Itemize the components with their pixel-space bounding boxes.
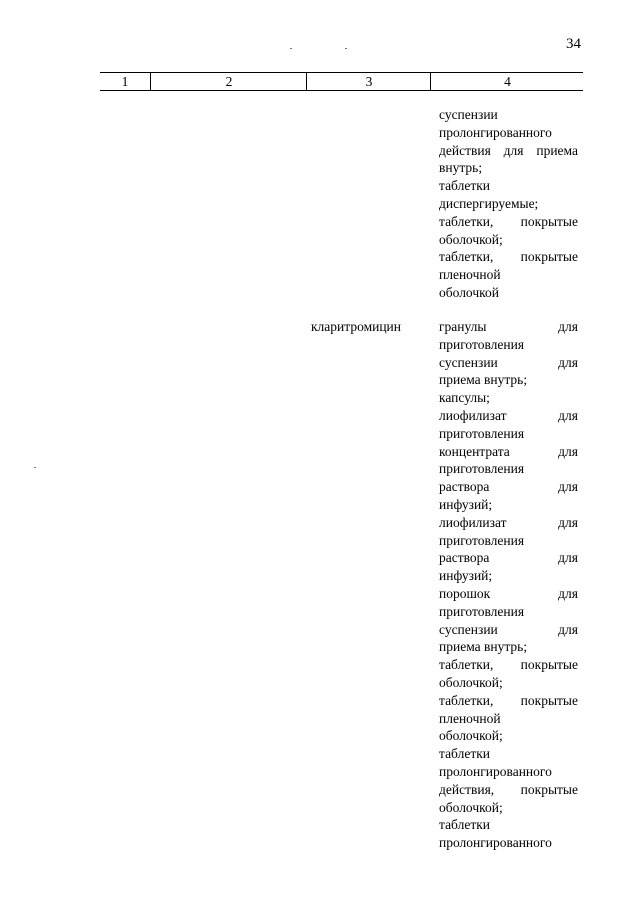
dosage-form-word: для [558,550,578,566]
dosage-form-word: таблетки [439,178,491,194]
dosage-form-line [439,371,578,389]
dosage-form-line [439,567,578,585]
dosage-form-line [439,763,578,781]
dosage-form-word: приготовления [439,336,525,352]
dosage-form-line [439,710,578,728]
page-number: 34 [566,36,581,52]
dosage-form-line [439,496,578,514]
dosage-form-line [439,674,578,692]
dosage-form-line [439,638,578,656]
dosage-form-line [439,124,578,142]
dosage-form-word: пролонгированного [439,124,552,140]
dosage-form-word: приготовления [439,603,525,619]
dosage-form-line [439,407,578,425]
dosage-form-line [439,478,578,496]
dosage-form-word: приготовления [439,532,525,548]
dosage-form-word: для [558,479,578,495]
drug-name: кларитромицин [311,319,402,334]
dosage-form-word: внутрь; [439,160,483,176]
dosage-form-line [439,727,578,745]
table-header-row [100,72,583,91]
dosage-form-line [439,549,578,567]
dosage-form-word: приема [536,142,578,158]
dosage-form-word: лиофилизат [439,514,507,530]
dosage-form-word: для [558,443,578,459]
dosage-form-line [439,532,578,550]
dosage-form-word: покрытые [520,781,578,797]
dosage-form-word: капсулы; [439,390,490,406]
dosage-form-line [439,266,578,284]
dosage-form-line [439,781,578,799]
dosage-form-word: суспензии [439,621,498,637]
dosage-form-word: таблетки, [439,249,494,265]
dosage-form-word: покрытые [520,692,578,708]
dosage-form-word: для [558,354,578,370]
dosage-form-line [439,142,578,160]
dosage-form-word: действия [439,142,491,158]
dosage-form-word: покрытые [520,213,578,229]
column-header-2: 2 [150,73,307,90]
continued-dosage-forms [439,106,578,302]
dosage-form-line [439,213,578,231]
dosage-form-line [439,585,578,603]
dosage-form-line [439,106,578,124]
dosage-form-word: для [558,407,578,423]
dosage-form-line [439,816,578,834]
scan-speck [290,48,292,49]
dosage-form-line [439,248,578,266]
dosage-form-word: оболочкой; [439,728,503,744]
dosage-form-word: для [558,585,578,601]
dosage-form-line [439,336,578,354]
dosage-form-word: пленочной [439,710,501,726]
dosage-form-line [439,514,578,532]
dosage-form-word: приема внутрь; [439,372,528,388]
dosage-form-word: инфузий; [439,568,493,584]
dosage-form-line [439,195,578,213]
dosage-form-line [439,231,578,249]
dosage-form-word: для [558,514,578,530]
dosage-form-word: пролонгированного [439,835,552,851]
dosage-form-word: гранулы [439,319,487,334]
dosage-form-line [439,460,578,478]
dosage-form-line [439,799,578,817]
dosage-form-line [439,834,578,852]
dosage-form-word: диспергируемые; [439,195,539,211]
dosage-form-word: оболочкой; [439,231,503,247]
dosage-form-word: приема внутрь; [439,639,528,655]
dosage-form-word: приготовления [439,425,525,441]
dosage-form-word: порошок [439,585,491,601]
dosage-form-word: оболочкой; [439,674,503,690]
scan-speck [345,48,347,49]
dosage-form-word: таблетки, [439,213,494,229]
scan-speck [34,467,36,468]
column-header-1: 1 [121,74,129,89]
dosage-form-word: для [558,319,578,334]
dosage-form-word: раствора [439,479,490,495]
dosage-form-word: лиофилизат [439,407,507,423]
dosage-form-line [439,354,578,372]
dosage-form-line [439,425,578,443]
dosage-form-line [439,177,578,195]
dosage-form-word: таблетки, [439,657,494,673]
dosage-form-line [439,159,578,177]
dosage-form-word: покрытые [520,249,578,265]
dosage-form-line [439,318,578,336]
dosage-form-word: пленочной [439,267,501,283]
column-header-3: 3 [306,73,431,90]
dosage-form-word: для [503,142,524,158]
dosage-form-word: концентрата [439,443,510,459]
dosage-form-word: оболочкой [439,284,499,300]
dosage-form-line [439,621,578,639]
dosage-form-line [439,389,578,407]
dosage-form-word: приготовления [439,461,525,477]
dosage-form-word: суспензии [439,107,498,122]
dosage-form-line [439,603,578,621]
dosage-form-word: инфузий; [439,496,493,512]
dosage-form-word: таблетки [439,746,491,762]
dosage-form-word: пролонгированного [439,763,552,779]
dosage-form-line [439,745,578,763]
dosage-form-word: действия, [439,781,495,797]
dosage-forms [439,318,578,852]
dosage-form-word: таблетки [439,817,491,833]
dosage-form-line [439,443,578,461]
dosage-form-line [439,656,578,674]
dosage-form-line [439,692,578,710]
dosage-form-word: суспензии [439,354,498,370]
dosage-form-word: покрытые [520,657,578,673]
dosage-form-word: для [558,621,578,637]
dosage-form-line [439,284,578,302]
column-header-4: 4 [430,73,584,90]
dosage-form-word: таблетки, [439,692,494,708]
dosage-form-word: оболочкой; [439,799,503,815]
dosage-form-word: раствора [439,550,490,566]
